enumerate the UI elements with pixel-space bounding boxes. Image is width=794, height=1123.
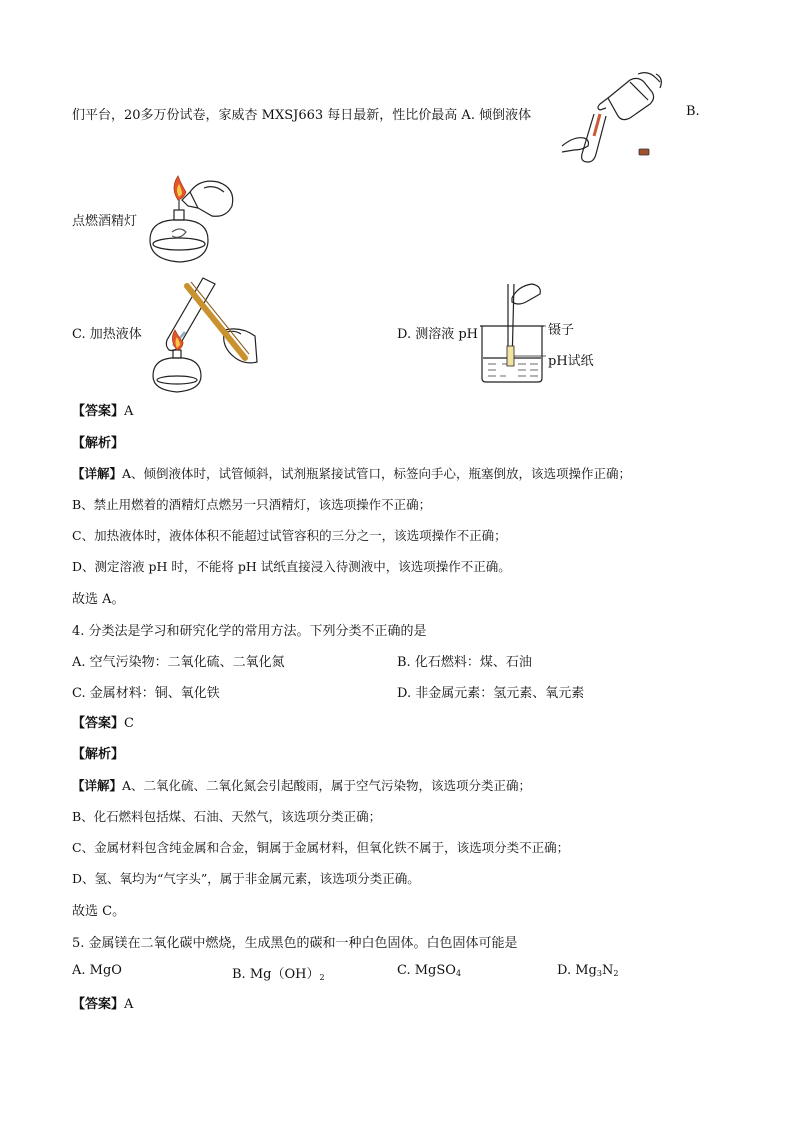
ph-paper-callout: pH试纸 — [548, 354, 594, 369]
answer-tag: 【答案】 — [72, 716, 125, 731]
q4-detail-line-2: B、化石燃料包括煤、石油、天然气，该选项分类正确； — [72, 809, 382, 824]
q5-option-a: A. MgO — [72, 963, 122, 978]
intro-line — [72, 104, 531, 123]
q4-answer: C — [124, 716, 134, 731]
option-c-label: C. 加热液体 — [72, 327, 142, 342]
analysis-tag: 【解析】 — [72, 436, 125, 451]
pouring-liquid-figure — [560, 66, 670, 166]
q3-analysis-line — [72, 432, 124, 451]
q5-answer-line — [72, 993, 133, 1012]
q5-option-c-sub: 4 — [455, 969, 462, 978]
q5-option-d-sub2: 2 — [613, 969, 619, 978]
option-d-label: D. 测溶液 pH — [397, 327, 479, 342]
q5-option-c-text: C. MgSO — [397, 963, 456, 978]
intro-text: 们平台，20多万份试卷，家威杏 MXSJ663 每日最新，性比价最高 A. 倾倒液体 — [72, 108, 532, 123]
q4-detail-text-1: A、二氧化硫、二氧化氮会引起酸雨，属于空气污染物，该选项分类正确； — [122, 778, 532, 793]
q3-answer: A — [124, 404, 134, 419]
q3-conclusion: 故选 A。 — [72, 592, 125, 607]
q5-option-b-text: B. Mg（OH） — [232, 967, 320, 982]
q4-stem: 4. 分类法是学习和研究化学的常用方法。下列分类不正确的是 — [72, 624, 427, 639]
q4-option-a: A. 空气污染物：二氧化硫、二氧化氮 — [72, 655, 285, 670]
q5-option-d-mid: N — [601, 963, 614, 978]
lighting-alcohol-lamp-figure — [140, 170, 240, 270]
q4-option-b: B. 化石燃料：煤、石油 — [397, 655, 532, 670]
q5-option-b — [232, 963, 325, 982]
heating-liquid-figure — [145, 272, 260, 394]
detail-tag: 【详解】 — [72, 466, 123, 481]
stopper-icon — [638, 148, 650, 156]
q3-answer-line — [72, 400, 133, 419]
q5-option-c — [397, 963, 461, 978]
answer-tag: 【答案】 — [72, 404, 125, 419]
detail-tag: 【详解】 — [72, 778, 123, 793]
q4-option-d: D. 非金属元素：氢元素、氧元素 — [397, 686, 585, 701]
tweezers-callout: 镊子 — [548, 323, 575, 338]
q3-detail-line-2: B、禁止用燃着的酒精灯点燃另一只酒精灯，该选项操作不正确； — [72, 497, 432, 512]
q5-option-d-text: D. Mg — [557, 963, 597, 978]
q5-stem: 5. 金属镁在二氧化碳中燃烧，生成黑色的碳和一种白色固体。白色固体可能是 — [72, 936, 518, 951]
q4-conclusion: 故选 C。 — [72, 904, 126, 919]
q3-detail-text-1: A、倾倒液体时，试管倾斜，试剂瓶紧接试管口，标签向手心，瓶塞倒放，该选项操作正确； — [122, 466, 632, 481]
q4-answer-line — [72, 712, 134, 731]
option-b-label: 点燃酒精灯 — [72, 214, 138, 229]
q5-answer: A — [124, 997, 134, 1012]
q4-detail-line-3: C、金属材料包含纯金属和合金，铜属于金属材料，但氧化铁不属于，该选项分类不正确； — [72, 840, 570, 855]
q4-option-c: C. 金属材料：铜、氧化铁 — [72, 686, 220, 701]
q3-detail-line-3: C、加热液体时，液体体积不能超过试管容积的三分之一，该选项操作不正确； — [72, 528, 507, 543]
q3-detail-line-4: D、测定溶液 pH 时，不能将 pH 试纸直接浸入待测液中，该选项操作不正确。 — [72, 559, 511, 574]
answer-tag: 【答案】 — [72, 997, 125, 1012]
q4-detail-line-1 — [72, 776, 531, 794]
ph-test-figure — [478, 280, 548, 384]
q4-analysis-line — [72, 743, 124, 762]
q4-detail-line-4: D、氢、氧均为“气字头”，属于非金属元素，该选项分类正确。 — [72, 871, 420, 886]
q3-detail-line-1 — [72, 464, 631, 482]
q5-option-d — [557, 963, 618, 978]
option-b-marker: B. — [686, 104, 700, 119]
analysis-tag: 【解析】 — [72, 747, 125, 762]
q5-option-b-sub: 2 — [319, 973, 325, 982]
q5-option-d-sub1: 3 — [596, 969, 602, 978]
